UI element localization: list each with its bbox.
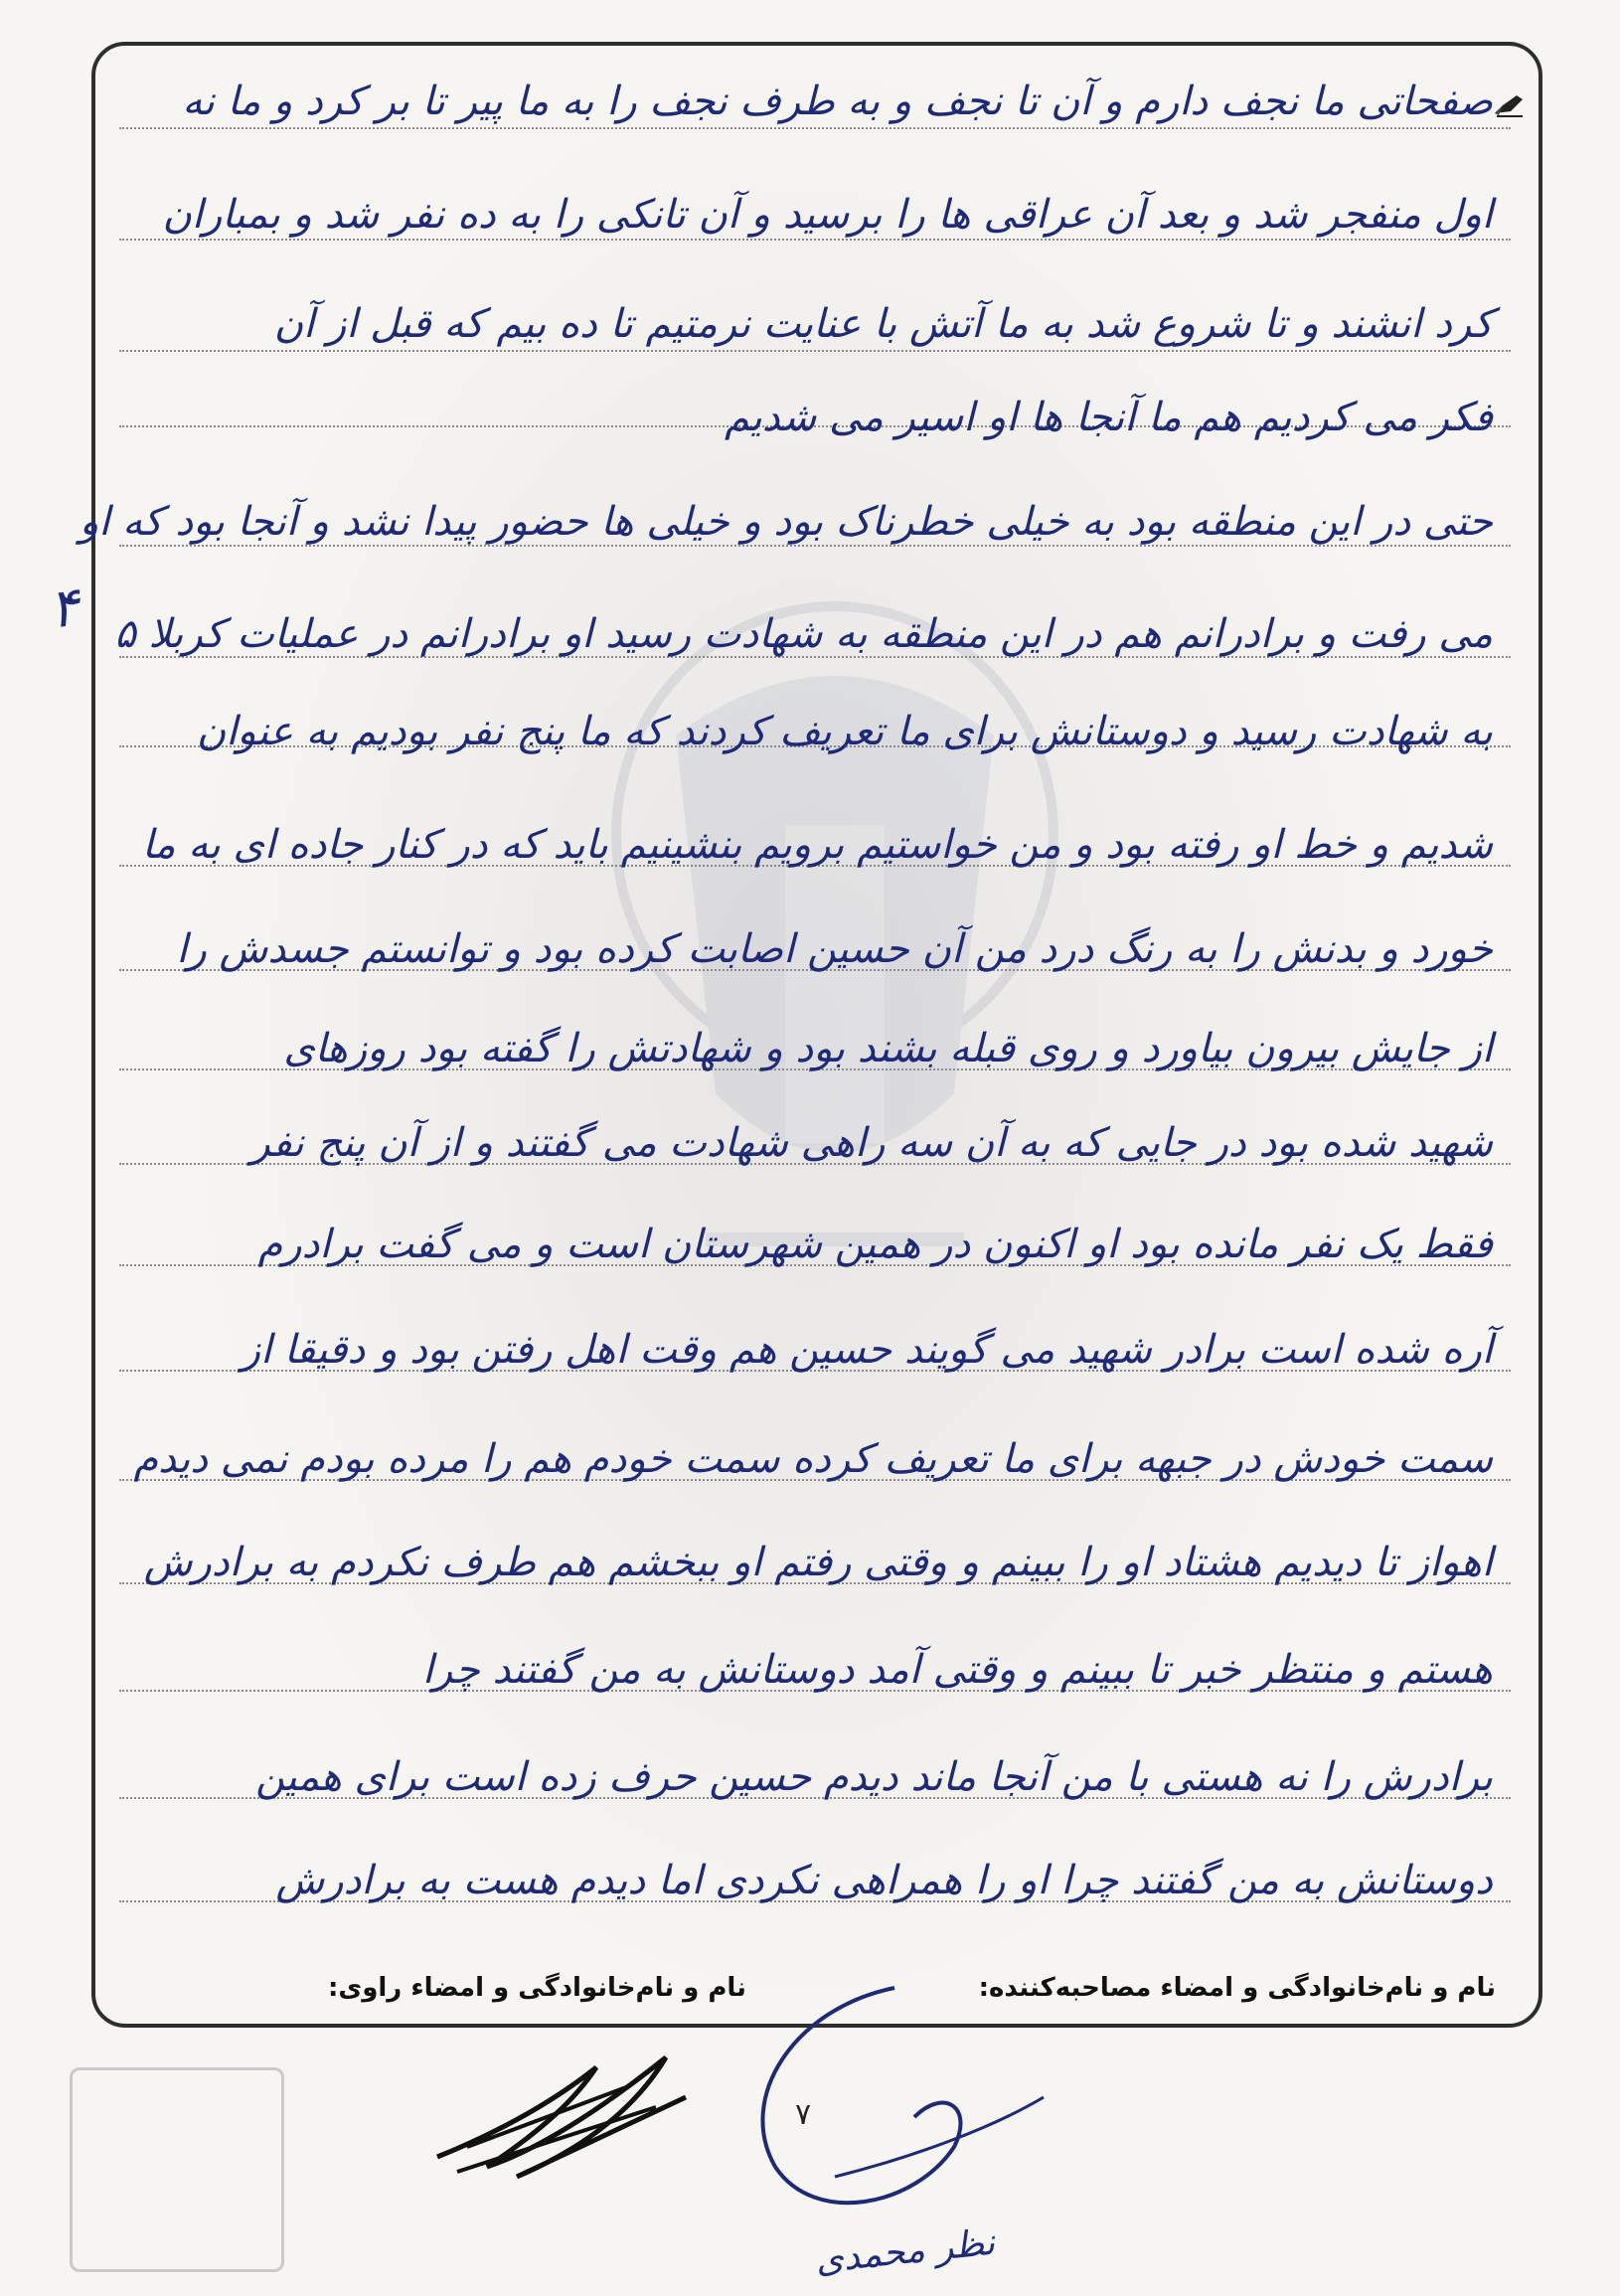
- pen-icon: [1493, 91, 1527, 117]
- handwritten-line: شدیم و خط او رفته بود و من خواستیم برویم بنشینیم باید که در کنار جاده ای به ما: [141, 822, 1493, 868]
- handwritten-line: حتی در این منطقه بود به خیلی خطرناک بود و خیلی ها حضور پیدا نشد و آنجا بود که او: [79, 499, 1493, 545]
- handwritten-line: کرد انشند و تا شروع شد به ما آتش با عنایت نرمتیم تا ده بیم که قبل از آن: [273, 301, 1493, 347]
- handwritten-line: فکر می کردیم هم ما آنجا ها او اسیر می شدیم: [725, 395, 1493, 440]
- handwritten-line: اول منفجر شد و بعد آن عراقی ها را برسید و آن تانکی را به ده نفر شد و بمباران: [162, 192, 1493, 238]
- interviewer-label: نام و نام‌خانوادگی و امضاء مصاحبه‌کننده:: [978, 1973, 1496, 2003]
- handwritten-line: خورد و بدنش را به رنگ درد من آن حسین اصابت کرده بود و توانستم جسدش را: [176, 926, 1493, 972]
- handwritten-line: آره شده است برادر شهید می گویند حسین هم وقت اهل رفتن بود و دقیقا از: [241, 1327, 1493, 1373]
- handwritten-line: می رفت و برادرانم هم در این منطقه به شهادت رسید او برادرانم در عملیات کربلا ۵: [114, 611, 1493, 657]
- narrator-signature: [716, 1978, 1053, 2226]
- handwritten-line: دوستانش به من گفتند چرا او را همراهی نکردی اما دیدم هست به برادرش: [275, 1858, 1493, 1903]
- handwritten-line: برادرش را نه هستی با من آنجا ماند دیدم حسین حرف زده است برای همین: [255, 1754, 1493, 1800]
- handwritten-line: هستم و منتظر خبر تا ببینم و وقتی آمد دوستانش به من گفتند چرا: [421, 1647, 1493, 1693]
- handwritten-line: شهید شده بود در جایی که به آن سه راهی شهادت می گفتند و از آن پنج نفر: [250, 1120, 1493, 1166]
- signature-name: نظر محمدی: [813, 2221, 997, 2282]
- ruled-line: [119, 350, 1511, 352]
- margin-note: ۴: [45, 574, 83, 641]
- handwritten-line: به شهادت رسید و دوستانش برای ما تعریف کردند که ما پنج نفر بودیم به عنوان: [196, 709, 1493, 754]
- interviewer-signature: [427, 2038, 706, 2187]
- handwritten-line: صفحاتی ما نجف دارم و آن تا نجف و به طرف نجف را به ما پیر تا بر کرد و ما نه: [182, 79, 1493, 124]
- ruled-line: [119, 545, 1511, 547]
- handwritten-line: اهواز تا دیدیم هشتاد او را ببینم و وقتی رفتم او ببخشم هم طرف نکردم به برادرش: [143, 1540, 1493, 1585]
- handwritten-line: فقط یک نفر مانده بود او اکنون در همین شهرستان است و می گفت برادرم: [257, 1222, 1493, 1267]
- handwritten-line: سمت خودش در جبهه برای ما تعریف کرده سمت خودم هم را مرده بودم نمی دیدم: [133, 1436, 1493, 1482]
- narrator-label: نام و نام‌خانوادگی و امضاء راوی:: [328, 1973, 746, 2003]
- ruled-line: [119, 239, 1511, 241]
- ruled-line: [119, 127, 1511, 129]
- page-number: ۷: [795, 2097, 812, 2132]
- faint-stamp: [70, 2067, 284, 2272]
- handwritten-line: از جایش بیرون بیاورد و روی قبله بشند بود و شهادتش را گفته بود روزهای: [283, 1026, 1493, 1071]
